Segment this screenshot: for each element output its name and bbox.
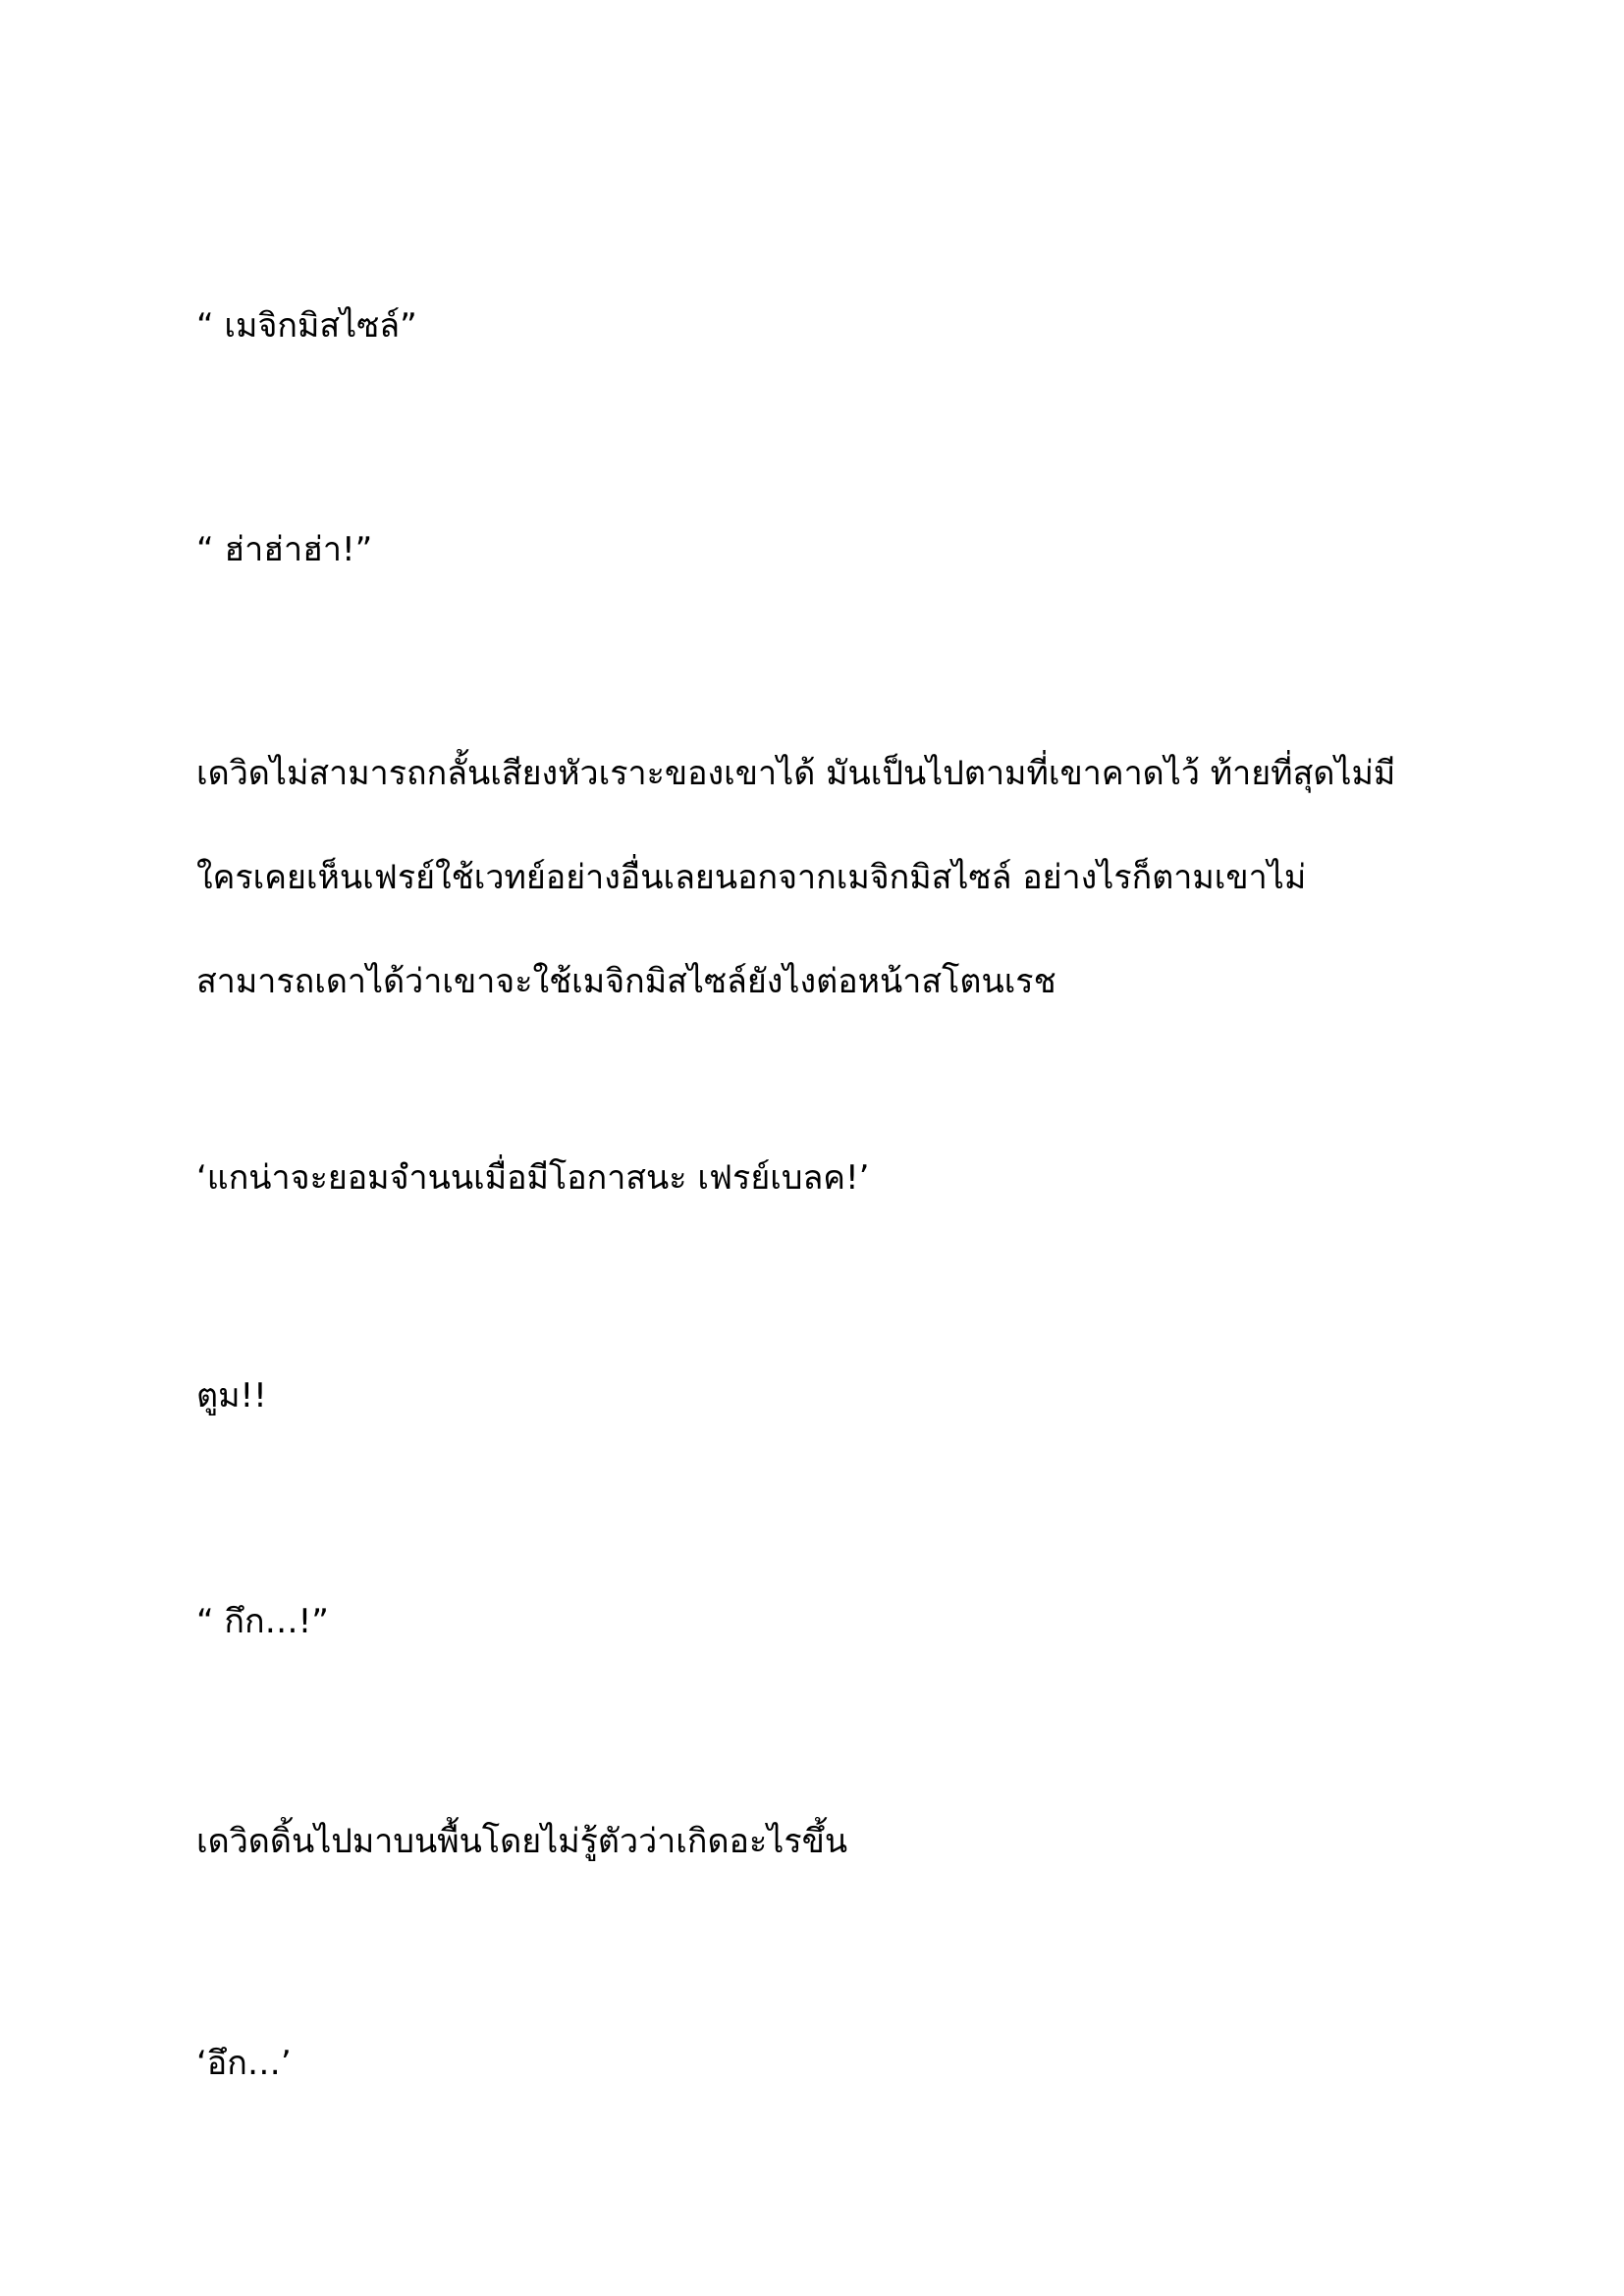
sound-effect-line: ตูม!! — [196, 1376, 267, 1415]
paragraph-line: ใครเคยเห็นเฟรย์ใช้เวทย์อย่างอื่นเลยนอกจากเมจิกมิสไซล์ อย่างไรก็ตามเขาไม่ — [196, 858, 1307, 897]
narration-line-struggle: เดวิดดิ้นไปมาบนพื้นโดยไม่รู้ตัวว่าเกิดอะไรขึ้น — [196, 1822, 848, 1861]
narration-paragraph — [196, 754, 1502, 1001]
paragraph-line: สามารถเดาได้ว่าเขาจะใช้เมจิกมิสไซล์ยังไงต่อหน้าสโตนเรช — [196, 962, 1056, 1001]
thought-line-surrender: ‘แกน่าจะยอมจำนนเมื่อมีโอกาสนะ เฟรย์เบลค!’ — [196, 1158, 870, 1198]
thought-line-ugh: ‘อึก…’ — [196, 2044, 292, 2083]
dialogue-line-groan: “ กึก…!” — [196, 1602, 329, 1641]
dialogue-line-magic-missile: “ เมจิกมิสไซล์” — [196, 306, 417, 346]
dialogue-line-laugh: “ ฮ่าฮ่าฮ่า!” — [196, 530, 373, 569]
paragraph-line: เดวิดไม่สามารถกลั้นเสียงหัวเราะของเขาได้ มันเป็นไปตามที่เขาคาดไว้ ท้ายที่สุดไม่มี — [196, 754, 1396, 793]
